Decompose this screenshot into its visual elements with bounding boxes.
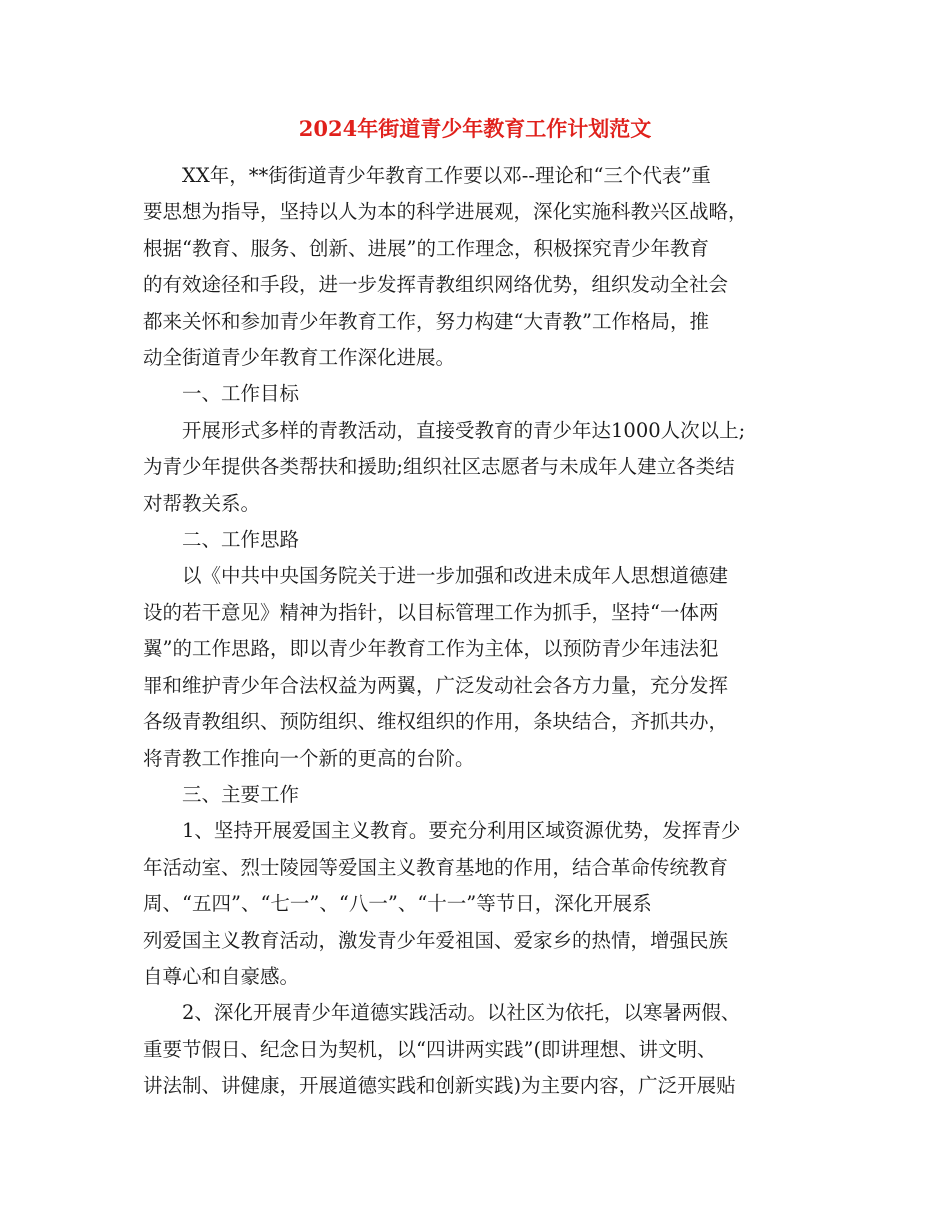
section-heading-goals	[143, 376, 811, 412]
text-line: 各级青教组织、预防组织、维权组织的作用，条块结合，齐抓共办，	[143, 710, 729, 734]
heading-line: 一、工作目标	[182, 382, 300, 406]
heading-line: 三、主要工作	[182, 782, 300, 806]
paragraph-intro	[143, 158, 811, 376]
text-line: 1、坚持开展爱国主义教育。要充分利用区域资源优势，发挥青少	[182, 819, 741, 843]
text-line: 2、深化开展青少年道德实践活动。以社区为依托，以寒暑两假、	[182, 1001, 741, 1025]
text-line: 重要节假日、纪念日为契机，以“四讲两实践”(即讲理想、讲文明、	[143, 1037, 717, 1061]
text-line: 自尊心和自豪感。	[143, 964, 300, 988]
text-line: 周、“五四”、“七一”、“八一”、“十一”等节日，深化开展系	[143, 892, 652, 916]
text-line: 为青少年提供各类帮扶和援助;组织社区志愿者与未成年人建立各类结	[143, 455, 735, 479]
text-line: XX年，**街街道青少年教育工作要以邓--理论和“三个代表”重	[182, 164, 711, 187]
text-line: 的有效途径和手段，进一步发挥青教组织网络优势，组织发动全社会	[143, 273, 729, 297]
text-line: 以《中共中央国务院关于进一步加强和改进未成年人思想道德建	[182, 564, 729, 588]
text-line: 年活动室、烈士陵园等爱国主义教育基地的作用，结合革命传统教育	[143, 855, 729, 879]
text-line: 根据“教育、服务、创新、进展”的工作理念，积极探究青少年教育	[143, 236, 709, 260]
text-line: 翼”的工作思路，即以青少年教育工作为主体，以预防青少年违法犯	[143, 637, 719, 661]
section-heading-approach	[143, 522, 811, 558]
text-line: 都来关怀和参加青少年教育工作，努力构建“大青教”工作格局，推	[143, 309, 709, 333]
text-line: 动全街道青少年教育工作深化进展。	[143, 346, 456, 370]
section-heading-main-work	[143, 777, 811, 813]
heading-line: 二、工作思路	[182, 528, 300, 552]
paragraph-work-2	[143, 995, 811, 1104]
paragraph-goals	[143, 413, 811, 522]
text-line: 开展形式多样的青教活动，直接受教育的青少年达1000人次以上;	[182, 418, 746, 442]
text-line: 列爱国主义教育活动，激发青少年爱祖国、爱家乡的热情，增强民族	[143, 928, 729, 952]
text-line: 罪和维护青少年合法权益为两翼，广泛发动社会各方力量，充分发挥	[143, 673, 729, 697]
text-line: 讲法制、讲健康，开展道德实践和创新实践)为主要内容，广泛开展贴	[143, 1074, 736, 1098]
document-title: 2024年街道青少年教育工作计划范文	[298, 116, 652, 141]
paragraph-approach	[143, 558, 811, 776]
paragraph-work-1	[143, 813, 811, 995]
text-line: 要思想为指导，坚持以人为本的科学进展观，深化实施科教兴区战略，	[143, 200, 748, 224]
text-line: 对帮教关系。	[143, 491, 261, 515]
text-line: 设的若干意见》精神为指针，以目标管理工作为抓手，坚持“一体两	[143, 600, 719, 624]
text-line: 将青教工作推向一个新的更高的台阶。	[143, 746, 475, 770]
document-body	[143, 158, 811, 1105]
